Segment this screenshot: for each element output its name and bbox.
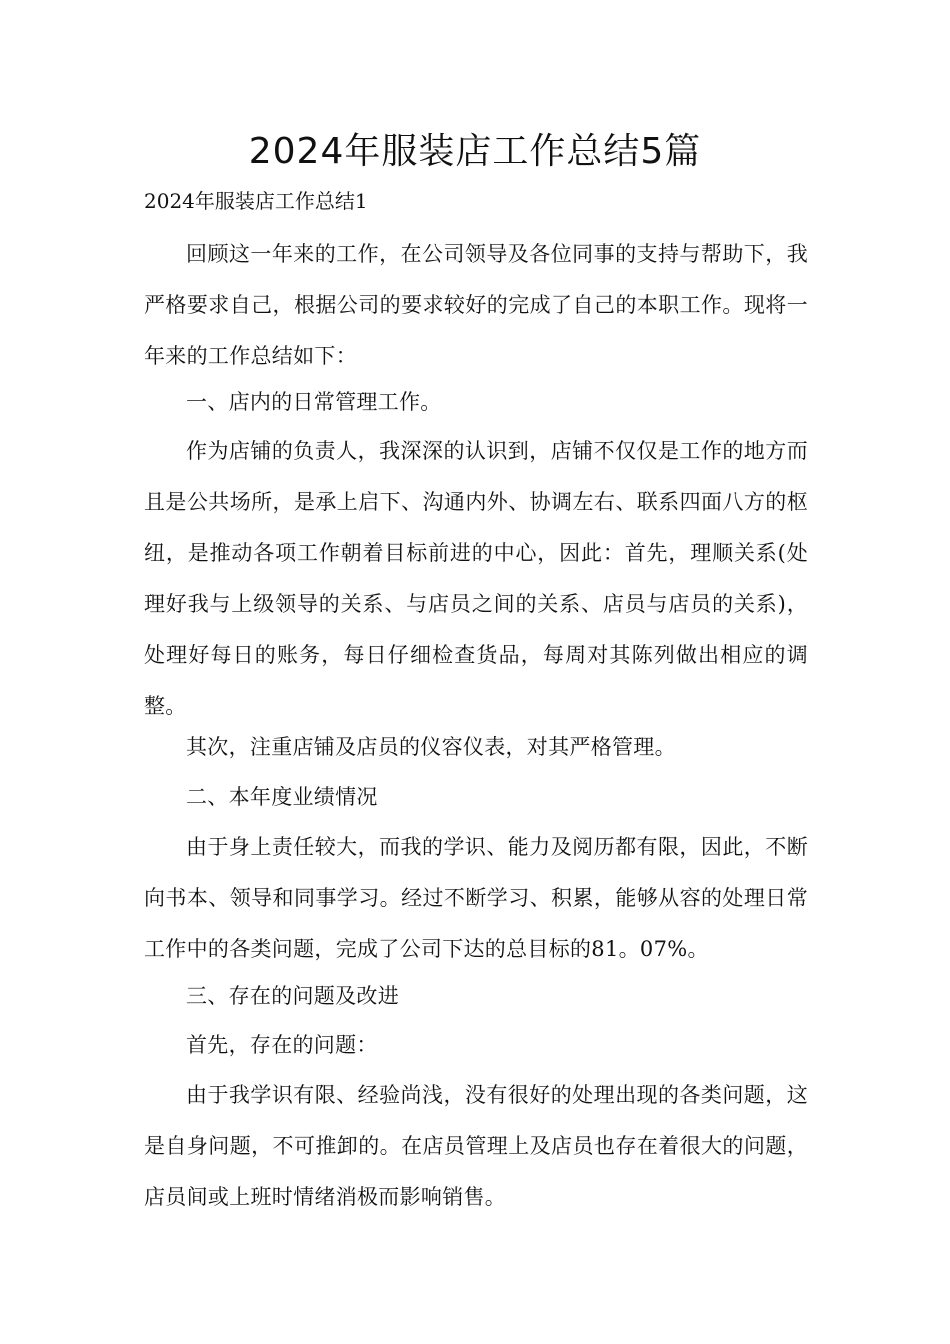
paragraph-problems-intro: 首先，存在的问题：	[186, 1033, 378, 1057]
paragraph-heading-daily-management: 一、店内的日常管理工作。	[186, 390, 442, 414]
paragraph-store-manager-role: 作为店铺的负责人，我深深的认识到，店铺不仅仅是工作的地方而且是公共场所，是承上启下、沟通内外、协调左右、联系四面八方的枢纽，是推动各项工作朝着目标前进的中心，因此：首先，理顺关系(处理好我与上级领导的关系、与店员之间的关系、店员与店员的关系)，处理好每日的账务，每日仔细检查货品，每周对其陈列做出相应的调整。	[144, 439, 808, 718]
paragraph-problems-detail: 由于我学识有限、经验尚浅，没有很好的处理出现的各类问题，这是自身问题，不可推卸的。在店员管理上及店员也存在着很大的问题，店员间或上班时情绪消极而影响销售。	[144, 1083, 808, 1209]
paragraph-heading-problems: 三、存在的问题及改进	[186, 984, 399, 1008]
paragraph-performance: 由于身上责任较大，而我的学识、能力及阅历都有限，因此，不断向书本、领导和同事学习。经过不断学习、积累，能够从容的处理日常工作中的各类问题，完成了公司下达的总目标的81。07%。	[144, 835, 808, 961]
paragraph-review: 回顾这一年来的工作，在公司领导及各位同事的支持与帮助下，我严格要求自己，根据公司的要求较好的完成了自己的本职工作。现将一年来的工作总结如下：	[144, 242, 808, 368]
section-heading: 2024年服装店工作总结1	[144, 189, 368, 213]
document-title: 2024年服装店工作总结5篇	[248, 131, 702, 172]
paragraph-appearance: 其次，注重店铺及店员的仪容仪表，对其严格管理。	[186, 735, 676, 759]
paragraph-heading-performance: 二、本年度业绩情况	[186, 785, 378, 809]
